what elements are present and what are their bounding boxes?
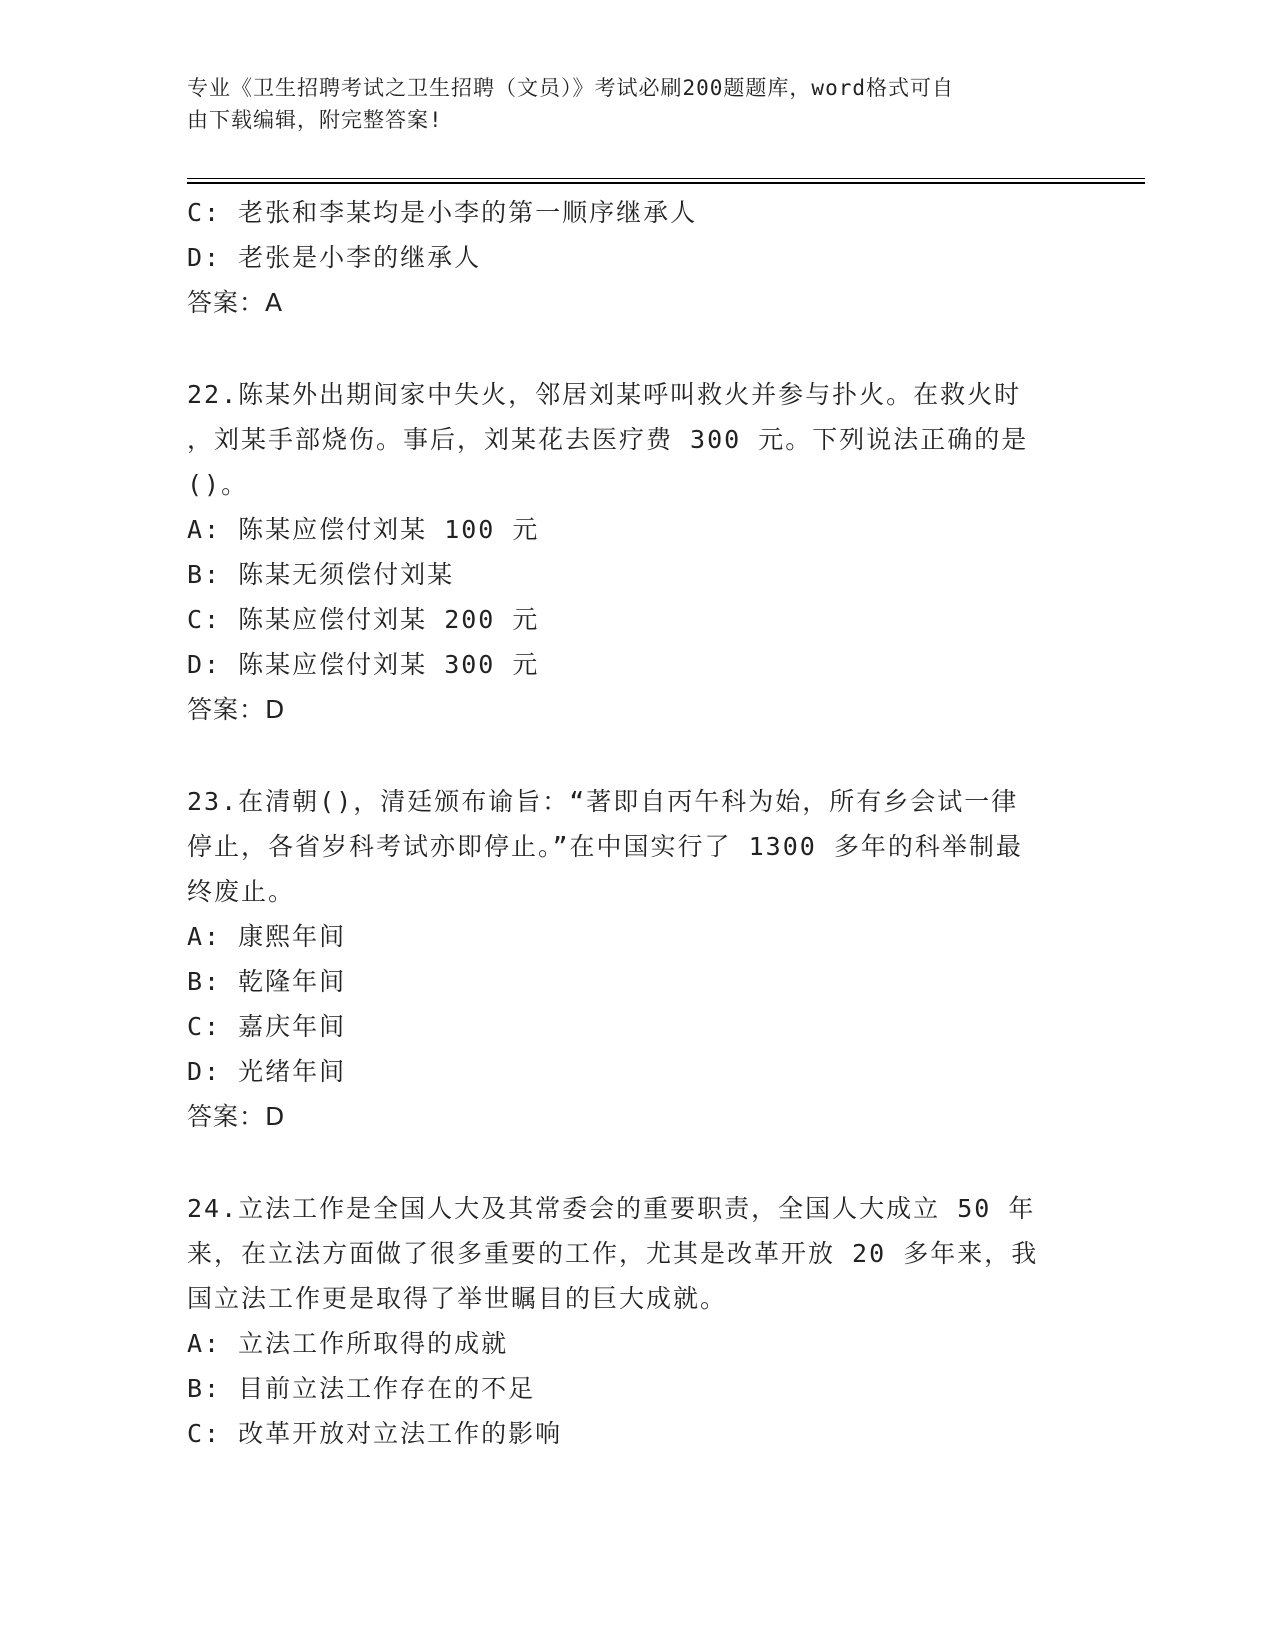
- option-a: A: 立法工作所取得的成就: [187, 1329, 509, 1358]
- option-d: D: 陈某应偿付刘某 300 元: [187, 650, 540, 679]
- option-d: D: 老张是小李的继承人: [187, 243, 482, 272]
- question-list: [187, 190, 1077, 1456]
- page-header: [187, 72, 1077, 136]
- question-stem: ()。: [187, 470, 249, 499]
- header-divider-thick: [187, 182, 1145, 184]
- answer: 答案：D: [187, 695, 286, 724]
- option-c: C: 老张和李某均是小李的第一顺序继承人: [187, 198, 698, 227]
- header-line: 由下载编辑，附完整答案!: [187, 108, 443, 132]
- header-line: 专业《卫生招聘考试之卫生招聘（文员）》考试必刷200题题库，word格式可自: [187, 76, 954, 100]
- option-c: C: 嘉庆年间: [187, 1012, 347, 1041]
- question-24: [187, 1186, 1077, 1456]
- spacer: [187, 1139, 1077, 1186]
- question-stem: 国立法工作更是取得了举世瞩目的巨大成就。: [187, 1284, 728, 1313]
- option-c: C: 陈某应偿付刘某 200 元: [187, 605, 540, 634]
- option-d: D: 光绪年间: [187, 1057, 347, 1086]
- option-b: B: 乾隆年间: [187, 967, 347, 996]
- question-23: [187, 779, 1077, 1139]
- question-21-tail: [187, 190, 1077, 325]
- question-stem: 23.在清朝()，清廷颁布谕旨：“著即自丙午科为始，所有乡会试一律: [187, 787, 1019, 816]
- question-stem: 22.陈某外出期间家中失火，邻居刘某呼叫救火并参与扑火。在救火时: [187, 380, 1022, 409]
- question-stem: 停止，各省岁科考试亦即停止。”在中国实行了 1300 多年的科举制最: [187, 832, 1023, 861]
- header-divider: [187, 178, 1145, 179]
- question-stem: ，刘某手部烧伤。事后，刘某花去医疗费 300 元。下列说法正确的是: [187, 425, 1029, 454]
- question-22: [187, 372, 1077, 732]
- answer: 答案：D: [187, 1102, 286, 1131]
- question-stem: 来，在立法方面做了很多重要的工作，尤其是改革开放 20 多年来，我: [187, 1239, 1039, 1268]
- answer: 答案：A: [187, 288, 284, 317]
- question-stem: 24.立法工作是全国人大及其常委会的重要职责，全国人大成立 50 年: [187, 1194, 1036, 1223]
- option-a: A: 康熙年间: [187, 922, 347, 951]
- option-a: A: 陈某应偿付刘某 100 元: [187, 515, 540, 544]
- option-c: C: 改革开放对立法工作的影响: [187, 1419, 563, 1448]
- option-b: B: 陈某无须偿付刘某: [187, 560, 455, 589]
- question-stem: 终废止。: [187, 877, 296, 906]
- spacer: [187, 732, 1077, 779]
- option-b: B: 目前立法工作存在的不足: [187, 1374, 536, 1403]
- spacer: [187, 325, 1077, 372]
